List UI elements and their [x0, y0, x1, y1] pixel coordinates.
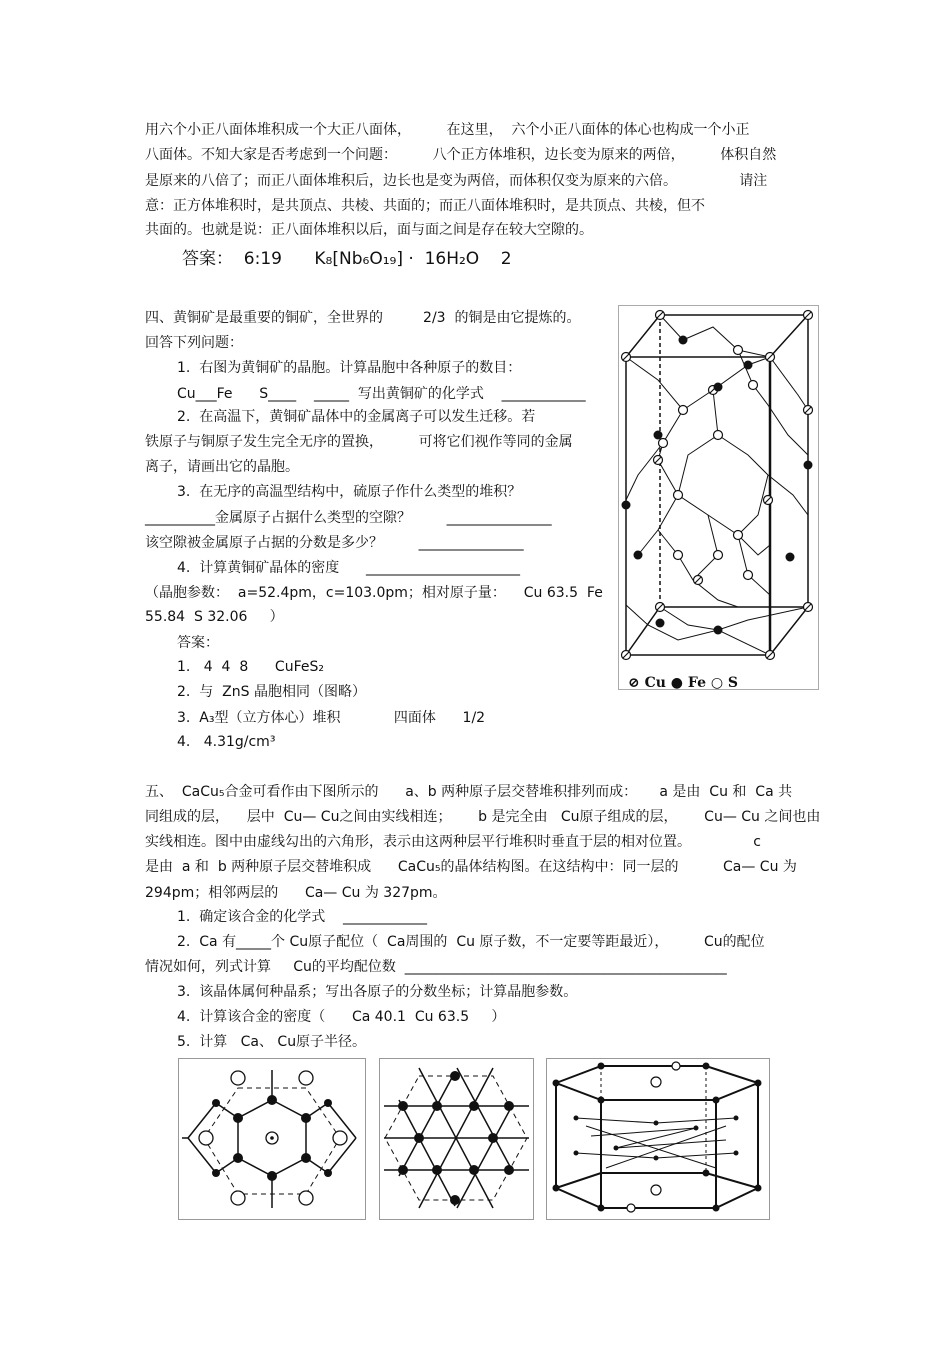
q5-line-11: 5. 计算 Ca、 Cu原子半径。	[177, 1034, 367, 1050]
q5-line-8: 情况如何，列式计算 Cu的平均配位数 ______________________________________________	[145, 959, 727, 975]
q4-answer-4: 4. 4.31g/cm³	[177, 734, 276, 750]
intro-line-5: 共面的。也就是说：正八面体堆积以后，面与面之间是存在较大空隙的。	[145, 222, 593, 238]
q4-line-7: 离子，请画出它的晶胞。	[145, 459, 299, 475]
q4-line-12: （晶胞参数： a=52.4pm，c=103.0pm；相对原子量： Cu 63.5 Fe	[145, 585, 603, 601]
q4-answer-3: 3. A₃型（立方体心）堆积 四面体 1/2	[177, 710, 486, 726]
q4-line-5: 2. 在高温下，黄铜矿晶体中的金属离子可以发生迁移。若	[177, 409, 536, 425]
intro-line-2: 八面体。不知大家是否考虑到一个问题： 八个正方体堆积，边长变为原来的两倍， 体积自然	[145, 147, 777, 163]
q4-line-6: 铁原子与铜原子发生完全无序的置换， 可将它们视作等同的金属	[145, 434, 573, 450]
q5-line-5: 294pm；相邻两层的 Ca— Cu 为 327pm。	[145, 885, 447, 901]
layer-a-figure	[178, 1058, 366, 1220]
q4-line-1: 四、黄铜矿是最重要的铜矿，全世界的 2/3 的铜是由它提炼的。	[145, 310, 581, 326]
q4-line-11: 4. 计算黄铜矿晶体的密度 ______________________	[177, 560, 520, 576]
q4-line-2: 回答下列问题：	[145, 335, 243, 351]
q5-line-9: 3. 该晶体属何种晶系；写出各原子的分数坐标；计算晶胞参数。	[177, 984, 578, 1000]
q4-line-10: 该空隙被金属原子占据的分数是多少？ _______________	[145, 535, 524, 551]
q5-line-2: 同组成的层， 层中 Cu— Cu之间由实线相连； b 是完全由 Cu原子组成的层， Cu— Cu 之间也由	[145, 809, 821, 825]
q4-line-4: Cu___Fe S____ _____ 写出黄铜矿的化学式 ____________	[177, 386, 586, 402]
intro-line-4: 意：正方体堆积时，是共顶点、共棱、共面的；而正八面体堆积时，是共顶点、共棱，但不	[145, 198, 705, 214]
q5-line-10: 4. 计算该合金的密度（ Ca 40.1 Cu 63.5 ）	[177, 1009, 506, 1025]
q5-line-6: 1. 确定该合金的化学式 ____________	[177, 909, 428, 925]
chalcopyrite-cell-figure	[618, 305, 820, 693]
crystal-structure-figure	[546, 1058, 770, 1220]
q4-line-8: 3. 在无序的高温型结构中，硫原子作什么类型的堆积？	[177, 484, 522, 500]
q5-line-7: 2. Ca 有_____个 Cu原子配位（ Ca周围的 Cu 原子数，不一定要等距最近）， Cu的配位	[177, 934, 765, 950]
q4-line-3: 1. 右图为黄铜矿的晶胞。计算晶胞中各种原子的数目：	[177, 360, 522, 376]
q5-line-1: 五、 CaCu₅合金可看作由下图所示的 a、b 两种原子层交替堆积排列而成： a 是由 Cu 和 Ca 共	[145, 784, 793, 800]
intro-line-3: 是原来的八倍了；而正八面体堆积后，边长也是变为两倍，而体积仅变为原来的六倍。 请注	[145, 173, 768, 189]
figure-legend: ⊘ Cu ● Fe ○ S	[628, 675, 739, 691]
q4-answer-2: 2. 与 ZnS 晶胞相同（图略）	[177, 684, 366, 700]
q4-line-9: __________金属原子占据什么类型的空隙？ _______________	[145, 510, 552, 526]
q4-answer-label: 答案：	[177, 635, 219, 651]
q5-line-4: 是由 a 和 b 两种原子层交替堆积成 CaCu₅的晶体结构图。在这结构中：同一层的 Ca— Cu 为	[145, 859, 797, 875]
intro-line-1: 用六个小正八面体堆积成一个大正八面体， 在这里， 六个小正八面体的体心也构成一个小正	[145, 122, 750, 138]
layer-b-figure	[379, 1058, 534, 1220]
q4-line-13: 55.84 S 32.06 ）	[145, 609, 284, 625]
intro-answer: 答案： 6:19 K₈[Nb₆O₁₉] · 16H₂O 2	[182, 249, 512, 269]
q5-line-3: 实线相连。图中由虚线勾出的六角形，表示由这两种层平行堆积时垂直于层的相对位置。 c	[145, 834, 761, 850]
q4-answer-1: 1. 4 4 8 CuFeS₂	[177, 659, 324, 675]
